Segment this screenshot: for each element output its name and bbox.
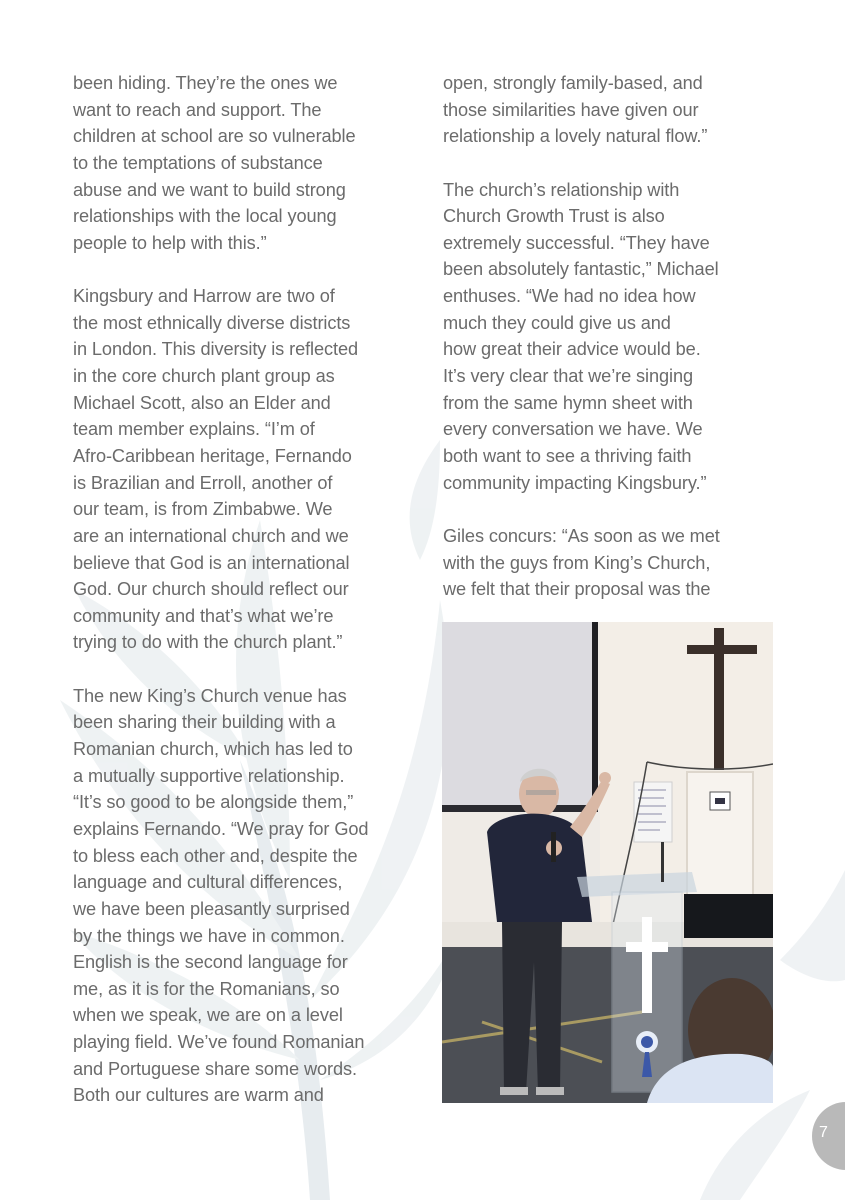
text-line: how great their advice would be. [443, 339, 701, 360]
page-number: 7 [819, 1124, 828, 1141]
text-line: Kingsbury and Harrow are two of [73, 286, 335, 307]
paragraph-gap [443, 496, 788, 523]
text-line: language and cultural differences, [73, 872, 343, 893]
text-line: The new King’s Church venue has [73, 685, 347, 706]
text-line: Romanian church, which has led to [73, 739, 353, 760]
paragraph [443, 177, 788, 497]
text-line: Church Growth Trust is also [443, 206, 665, 227]
text-line: when we speak, we are on a level [73, 1005, 343, 1026]
paragraph [73, 683, 423, 1109]
text-line: trying to do with the church plant.” [73, 632, 343, 653]
text-line: abuse and we want to build strong [73, 179, 346, 200]
text-line: children at school are so vulnerable [73, 126, 356, 147]
paragraph [443, 523, 788, 603]
text-line: enthuses. “We had no idea how [443, 286, 696, 307]
text-line: with the guys from King’s Church, [443, 552, 711, 573]
text-line: from the same hymn sheet with [443, 392, 693, 413]
text-line: to the temptations of substance [73, 152, 323, 173]
text-line: “It’s so good to be alongside them,” [73, 792, 354, 813]
text-line: been sharing their building with a [73, 712, 336, 733]
text-line: been hiding. They’re the ones we [73, 73, 338, 93]
text-line: both want to see a thriving faith [443, 445, 692, 466]
text-line: open, strongly family-based, and [443, 73, 703, 93]
text-line: community impacting Kingsbury.” [443, 472, 707, 493]
text-line: and Portuguese share some words. [73, 1058, 357, 1079]
text-line: people to help with this.” [73, 232, 267, 253]
text-line: Michael Scott, also an Elder and [73, 392, 331, 413]
text-line: every conversation we have. We [443, 419, 703, 440]
text-line: is Brazilian and Erroll, another of [73, 472, 333, 493]
paragraph-gap [73, 656, 423, 683]
text-line: by the things we have in common. [73, 925, 345, 946]
text-line: our team, is from Zimbabwe. We [73, 499, 333, 520]
text-line: relationships with the local young [73, 206, 337, 227]
left-text-column [73, 70, 423, 1109]
text-line: explains Fernando. “We pray for God [73, 818, 369, 839]
text-line: the most ethnically diverse districts [73, 312, 351, 333]
text-line: to bless each other and, despite the [73, 845, 358, 866]
text-line: God. Our church should reflect our [73, 579, 349, 600]
church-speaker-photo-icon [442, 622, 773, 1103]
paragraph-gap [443, 150, 788, 177]
text-line: believe that God is an international [73, 552, 350, 573]
text-line: in the core church plant group as [73, 366, 335, 387]
text-line: The church’s relationship with [443, 179, 680, 200]
text-line: playing field. We’ve found Romanian [73, 1032, 365, 1053]
text-line: we have been pleasantly surprised [73, 898, 350, 919]
paragraph [73, 70, 423, 256]
text-line: community and that’s what we’re [73, 605, 334, 626]
text-line: a mutually supportive relationship. [73, 765, 345, 786]
text-line: It’s very clear that we’re singing [443, 366, 693, 387]
text-line: we felt that their proposal was the [443, 579, 711, 600]
text-line: are an international church and we [73, 525, 349, 546]
text-line: Afro-Caribbean heritage, Fernando [73, 445, 352, 466]
text-line: extremely successful. “They have [443, 232, 710, 253]
text-line: relationship a lovely natural flow.” [443, 126, 708, 147]
text-line: English is the second language for [73, 952, 348, 973]
text-line: much they could give us and [443, 312, 671, 333]
paragraph [443, 70, 788, 150]
text-line: me, as it is for the Romanians, so [73, 978, 340, 999]
right-text-column [443, 70, 788, 603]
paragraph [73, 283, 423, 656]
text-line: been absolutely fantastic,” Michael [443, 259, 719, 280]
text-line: team member explains. “I’m of [73, 419, 315, 440]
text-line: want to reach and support. The [73, 99, 322, 120]
text-line: Giles concurs: “As soon as we met [443, 525, 720, 546]
paragraph-gap [73, 256, 423, 283]
speaker-photo [442, 622, 773, 1103]
text-line: in London. This diversity is reflected [73, 339, 358, 360]
text-line: those similarities have given our [443, 99, 699, 120]
text-line: Both our cultures are warm and [73, 1085, 324, 1106]
